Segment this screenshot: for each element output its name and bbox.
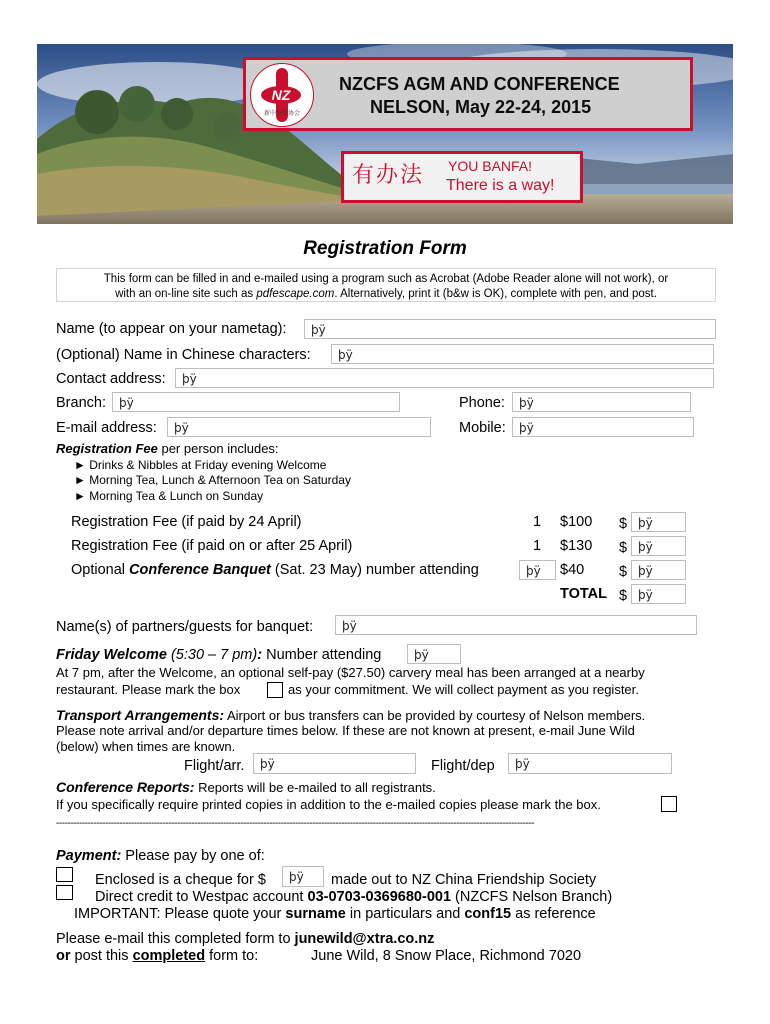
important-line [74,905,596,923]
banquet-pre: Optional [71,562,130,578]
post-a: post this [70,948,133,964]
post-b: form to: [205,948,259,964]
slogan-line-2: There is a way! [446,177,555,194]
include-item: ► Morning Tea, Lunch & Afternoon Tea on Saturday [74,473,351,487]
phone-field[interactable]: þÿ [512,392,691,412]
cheque-line-b: made out to NZ China Friendship Society [331,872,597,888]
cheque-amount-field[interactable]: þÿ [282,866,324,887]
email-field[interactable]: þÿ [167,417,431,437]
postal-address: June Wild, 8 Snow Place, Richmond 7020 [311,948,582,964]
logo-chinese-text: 新中友好协会 [263,110,300,117]
intro-line-2 [57,287,715,301]
email-instruction-a: Please e-mail this completed form to [56,931,295,947]
post-or: or [56,948,71,964]
payment-heading: Payment: [56,848,122,864]
slogan-chinese: 有办法 [352,163,425,188]
payment-heading-line [56,847,265,865]
guests-field[interactable]: þÿ [335,615,697,635]
welcome-heading-line [56,646,381,664]
slogan-line-1: YOU BANFA! [448,158,533,174]
name-label: Name (to appear on your nametag): [56,321,287,337]
phone-label: Phone: [459,395,505,411]
carvery-meal-checkbox[interactable] [267,682,283,698]
transport-line-2: Please note arrival and/or departure times below. If these are not known at present, e-mail June Wild [56,723,635,738]
chinese-name-field[interactable]: þÿ [331,344,714,364]
title-line-1: NZCFS AGM AND CONFERENCE [339,74,620,94]
fee-heading-rest: per person includes: [157,441,279,456]
welcome-line-2-a: restaurant. Please mark the box [56,682,241,697]
welcome-colon: : [257,647,263,663]
direct-credit-checkbox[interactable] [56,885,73,900]
guests-label: Name(s) of partners/guests for banquet: [56,619,314,635]
mobile-field[interactable]: þÿ [512,417,694,437]
fee-row-1-qty: 1 [533,514,542,530]
include-item: ► Morning Tea & Lunch on Sunday [74,489,264,503]
reports-line-2: If you specifically require printed copies in addition to the e-mailed copies please mark the box. [56,797,601,812]
slogan-box [341,151,583,203]
email-instruction [56,930,434,948]
fee-row-2-price: $130 [560,538,593,554]
flight-arr-label: Flight/arr. [184,758,245,774]
mobile-label: Mobile: [459,420,506,436]
transport-heading: Transport Arrangements: [56,707,225,723]
contact-address-field[interactable]: þÿ [175,368,714,388]
welcome-line-1: At 7 pm, after the Welcome, an optional self-pay ($27.50) carvery meal has been arranged at a nearby [56,665,645,680]
contact-address-label: Contact address: [56,371,166,387]
welcome-number-label: Number attending [262,647,382,663]
contact-email-link[interactable]: junewild@xtra.co.nz [294,931,435,947]
reports-heading: Conference Reports: [56,779,195,795]
intro-line-2-a: with an on-line site such as [115,288,257,300]
important-c: as reference [511,906,596,922]
form-title: Registration Form [303,238,467,259]
transport-line-3: (below) when times are known. [56,739,236,754]
branch-field[interactable]: þÿ [112,392,400,412]
total-label: TOTAL [560,586,607,602]
banquet-price: $40 [560,562,585,578]
dollar-sign: $ [619,540,628,556]
flight-arr-field[interactable]: þÿ [253,753,416,774]
banquet-bold: Conference Banquet [129,562,271,578]
credit-account: 03-0703-0369680-001 [307,889,452,905]
reports-line-1-rest: Reports will be e-mailed to all registrants. [194,780,436,795]
post-instruction [56,947,258,965]
fee-row-2-qty: 1 [533,538,542,554]
credit-line [95,888,612,906]
include-item: ► Drinks & Nibbles at Friday evening Welcome [74,458,327,472]
fee-row-2-amount-field[interactable]: þÿ [631,536,686,556]
fee-heading [56,441,279,457]
welcome-number-field[interactable]: þÿ [407,644,461,664]
printed-copies-checkbox[interactable] [661,796,677,812]
welcome-line-2-b: as your commitment. We will collect payment as you register. [288,682,639,697]
banquet-row-label [71,561,479,579]
cheque-checkbox[interactable] [56,867,73,882]
total-amount-field[interactable]: þÿ [631,584,686,604]
pdfescape-link[interactable]: pdfescape.com [256,288,335,300]
chinese-name-label: (Optional) Name in Chinese characters: [56,347,311,363]
important-surname: surname [285,906,346,922]
credit-line-a: Direct credit to Westpac account [95,889,308,905]
intro-line-1: This form can be filled in and e-mailed using a program such as Acrobat (Adobe Reader alone will not work), or [103,273,669,285]
branch-label: Branch: [56,395,106,411]
important-b: in particulars and [345,906,465,922]
dollar-sign: $ [619,564,628,580]
reports-line-1 [56,779,436,796]
conference-title-box [243,57,693,131]
fee-row-1-price: $100 [560,514,593,530]
banquet-amount-field[interactable]: þÿ [631,560,686,580]
welcome-time: (5:30 – 7 pm) [166,647,258,663]
welcome-heading: Friday Welcome [56,647,167,663]
intro-line-2-b: . Alternatively, print it (b&w is OK), complete with pen, and post. [334,288,657,300]
banquet-number-field[interactable]: þÿ [519,560,556,580]
fee-row-1-label: Registration Fee (if paid by 24 April) [71,514,302,530]
post-completed: completed [132,948,206,964]
logo-nz-badge: NZ [261,86,301,104]
section-divider: ---------------------------------------------------------------------------------------------------------------------------------------------------------------------- [56,818,535,829]
title-line-2: NELSON, May 22-24, 2015 [370,97,592,117]
flight-dep-field[interactable]: þÿ [508,753,672,774]
important-ref: conf15 [464,906,512,922]
fee-row-1-amount-field[interactable]: þÿ [631,512,686,532]
dollar-sign: $ [619,516,628,532]
nzcfs-logo [250,63,314,127]
transport-line-1 [56,707,645,724]
fee-row-2-label: Registration Fee (if paid on or after 25 April) [71,538,353,554]
intro-box [56,268,716,302]
cheque-line-a: Enclosed is a cheque for $ [95,872,266,888]
banquet-post: (Sat. 23 May) number attending [270,562,479,578]
fee-heading-bold: Registration Fee [56,441,158,456]
payment-heading-rest: Please pay by one of: [121,848,265,864]
transport-line-1-rest: Airport or bus transfers can be provided by courtesy of Nelson members. [224,708,646,723]
credit-line-b: (NZCFS Nelson Branch) [451,889,613,905]
dollar-sign: $ [619,588,628,604]
name-field[interactable]: þÿ [304,319,716,339]
email-label: E-mail address: [56,420,157,436]
flight-dep-label: Flight/dep [431,758,495,774]
important-a: IMPORTANT: Please quote your [74,906,286,922]
